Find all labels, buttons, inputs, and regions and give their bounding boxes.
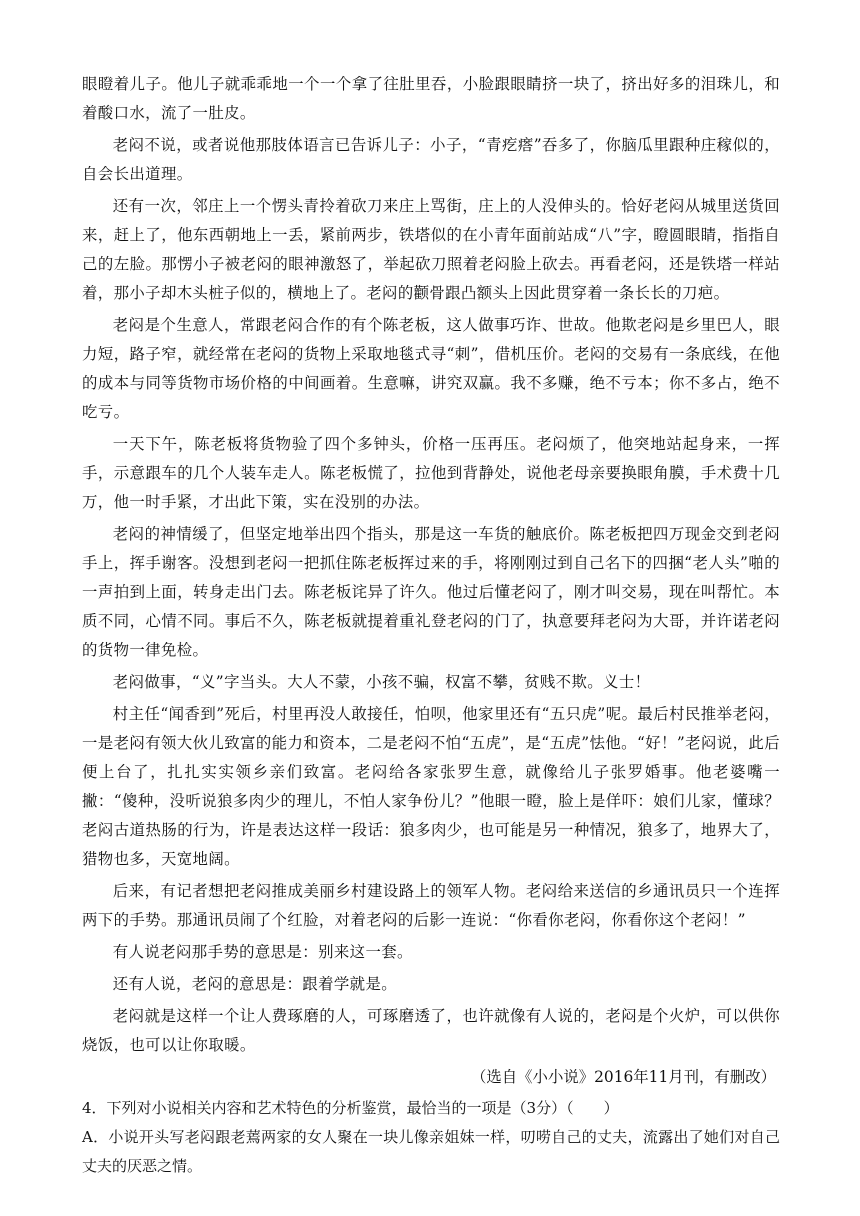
question-stem: 4．下列对小说相关内容和艺术特色的分析鉴赏，最恰当的一项是（3分）（ ） [82,1099,619,1117]
paragraph-8: 村主任“闻香到”死后，村里再没人敢接任，怕呗，他家里还有“五只虎”呢。最后村民推举老闷，一是老闷有领大伙儿致富的能力和资本，二是老闷不怕“五虎”，是“五虎”怯他。“好！”老闷说，此后便上台了，扎扎实实领乡亲们致富。老闷给各家张罗生意，就像给儿子张罗婚事。他老婆嘴一撇：“傻种，没听说狼多肉少的理儿，不怕人家争份儿？”他眼一瞪，脸上是佯吓：娘们儿家，懂球？老闷古道热肠的行为，许是表达这样一段话：狼多肉少，也可能是另一种情况，狼多了，地界大了，猎物也多，天宽地阔。 [82,705,780,868]
option-a: A．小说开头写老闷跟老蔫两家的女人聚在一块儿像亲姐妹一样，叨唠自己的丈夫，流露出了她们对自己丈夫的厌恶之情。 [82,1128,780,1175]
paragraph-4: 老闷是个生意人，常跟老闷合作的有个陈老板，这人做事巧诈、世故。他欺老闷是乡里巴人，眼力短，路子窄，就经常在老闷的货物上采取地毯式寻“刺”，借机压价。老闷的交易有一条底线，在他的成本与同等货物市场价格的中间画着。生意嘛，讲究双赢。我不多赚，绝不亏本；你不多占，绝不吃亏。 [82,316,780,421]
paragraph-6: 老闷的神情缓了，但坚定地举出四个指头，那是这一车货的触底价。陈老板把四万现金交到老闷手上，挥手谢客。没想到老闷一把抓住陈老板挥过来的手，将刚刚过到自己名下的四捆“老人头”啪的一声拍到上面，转身走出门去。陈老板诧异了许久。他过后懂老闷了，刚才叫交易，现在叫帮忙。本质不同，心情不同。事后不久，陈老板就提着重礼登老闷的门了，执意要拜老闷为大哥，并许诺老闷的货物一律免检。 [82,525,780,659]
paragraph-12: 老闷就是这样一个让人费琢磨的人，可琢磨透了，也许就像有人说的，老闷是个火炉，可以供你烧饭，也可以让你取暖。 [82,1007,780,1054]
paragraph-2: 老闷不说，或者说他那肢体语言已告诉儿子：小子，“青疙瘩”吞多了，你脑瓜里跟种庄稼似的，自会长出道理。 [82,136,780,183]
paragraph-11: 还有人说，老闷的意思是：跟着学就是。 [112,975,398,993]
paragraph-9: 后来，有记者想把老闷推成美丽乡村建设路上的领军人物。老闷给来送信的乡通讯员只一个连挥两下的手势。那通讯员闹了个红脸，对着老闷的后影一连说：“你看你老闷，你看你这个老闷！” [82,882,780,929]
paragraph-7: 老闷做事，“义”字当头。大人不蒙，小孩不骗，权富不攀，贫贱不欺。义士！ [112,673,651,691]
paragraph-3: 还有一次，邻庄上一个愣头青拎着砍刀来庄上骂街，庄上的人没伸头的。恰好老闷从城里送货回来，赶上了，他东西朝地上一丢，紧前两步，铁塔似的在小青年面前站成“八”字，瞪圆眼睛，指指自己的左脸。那愣小子被老闷的眼神激怒了，举起砍刀照着老闷脸上砍去。再看老闷，还是铁塔一样站着，那小子却木头桩子似的，横地上了。老闷的颧骨跟凸额头上因此贯穿着一条长长的刀疤。 [82,197,780,302]
paragraph-5: 一天下午，陈老板将货物验了四个多钟头，价格一压再压。老闷烦了，他突地站起身来，一挥手，示意跟车的几个人装车走人。陈老板慌了，拉他到背静处，说他老母亲要换眼角膜，手术费十几万，他一时手紧，才出此下策，实在没别的办法。 [82,435,780,511]
paragraph-1: 眼瞪着儿子。他儿子就乖乖地一个一个拿了往肚里吞，小脸跟眼睛挤一块了，挤出好多的泪珠儿，和着酸口水，流了一肚皮。 [82,75,780,122]
source-citation: （选自《小小说》2016年11月刊，有删改） [470,1068,776,1086]
paragraph-10: 有人说老闷那手势的意思是：别来这一套。 [112,943,413,961]
